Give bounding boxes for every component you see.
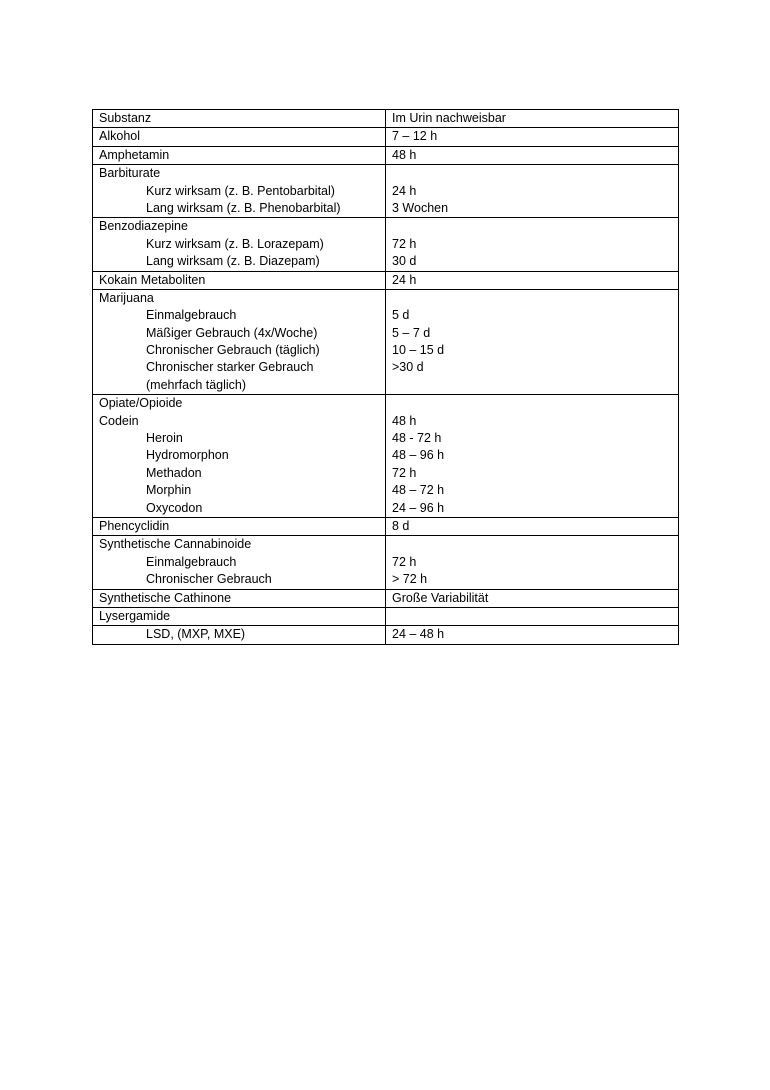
detection-value: 48 – 72 h xyxy=(392,483,445,498)
detection-value: 24 – 96 h xyxy=(392,500,445,515)
detection-cell xyxy=(386,626,679,644)
detection-cell xyxy=(386,289,679,394)
table-row xyxy=(93,395,679,518)
substance-label: Hydromorphon xyxy=(146,448,229,463)
detection-cell xyxy=(386,146,679,164)
substance-label: Oxycodon xyxy=(146,500,203,515)
detection-cell xyxy=(386,271,679,289)
substance-label: Opiate/Opioide xyxy=(99,396,183,411)
detection-value: 10 – 15 d xyxy=(392,343,445,358)
detection-value: 7 – 12 h xyxy=(392,129,438,144)
detection-cell xyxy=(386,607,679,625)
substance-label: Chronischer starker Gebrauch xyxy=(146,360,314,375)
substance-label: LSD, (MXP, MXE) xyxy=(146,627,246,642)
substance-label: Marijuana xyxy=(99,290,154,305)
detection-value: Große Variabilität xyxy=(392,590,489,605)
substance-cell xyxy=(93,165,386,218)
detection-value: 48 – 96 h xyxy=(392,448,445,463)
substance-label: Alkohol xyxy=(99,129,140,144)
substance-label: Chronischer Gebrauch (täglich) xyxy=(146,343,320,358)
table-row xyxy=(93,289,679,394)
detection-value: 48 h xyxy=(392,413,417,428)
substance-cell xyxy=(93,517,386,535)
substance-label: Morphin xyxy=(146,483,192,498)
detection-value xyxy=(392,536,678,553)
detection-value: 5 d xyxy=(392,308,410,323)
header-detection xyxy=(386,110,679,128)
detection-value: 8 d xyxy=(392,518,410,533)
substance-label: (mehrfach täglich) xyxy=(146,377,247,392)
substance-label: Lang wirksam (z. B. Diazepam) xyxy=(146,254,320,269)
substance-label: Einmalgebrauch xyxy=(146,554,237,569)
table-row xyxy=(93,165,679,218)
substance-label: Barbiturate xyxy=(99,166,161,181)
detection-value: 48 - 72 h xyxy=(392,431,442,446)
detection-cell xyxy=(386,589,679,607)
table-row xyxy=(93,146,679,164)
detection-value xyxy=(392,377,678,394)
detection-value xyxy=(392,165,678,182)
substance-cell xyxy=(93,626,386,644)
substance-label: Lang wirksam (z. B. Phenobarbital) xyxy=(146,200,341,215)
substance-label: Chronischer Gebrauch xyxy=(146,572,272,587)
detection-value: 48 h xyxy=(392,147,417,162)
substance-label: Codein xyxy=(99,413,139,428)
substance-label: Mäßiger Gebrauch (4x/Woche) xyxy=(146,325,318,340)
detection-value: 72 h xyxy=(392,236,417,251)
table-header-row xyxy=(93,110,679,128)
detection-value: 24 – 48 h xyxy=(392,627,445,642)
substance-cell xyxy=(93,536,386,589)
detection-value: 24 h xyxy=(392,183,417,198)
header-substance xyxy=(93,110,386,128)
detection-cell xyxy=(386,128,679,146)
header-detection-label: Im Urin nachweisbar xyxy=(392,111,506,125)
detection-cell xyxy=(386,165,679,218)
table-row xyxy=(93,607,679,625)
substance-label: Synthetische Cannabinoide xyxy=(99,537,252,552)
table-row xyxy=(93,128,679,146)
table-row xyxy=(93,271,679,289)
substance-label: Synthetische Cathinone xyxy=(99,590,232,605)
detection-value: 24 h xyxy=(392,272,417,287)
detection-value: >30 d xyxy=(392,360,424,375)
detection-value: 72 h xyxy=(392,554,417,569)
substance-cell xyxy=(93,128,386,146)
substance-label: Einmalgebrauch xyxy=(146,308,237,323)
table-row xyxy=(93,517,679,535)
detection-value xyxy=(392,395,678,412)
substance-cell xyxy=(93,146,386,164)
detection-value: 30 d xyxy=(392,254,417,269)
table-row xyxy=(93,626,679,644)
substance-label: Heroin xyxy=(146,431,183,446)
substance-label: Kokain Metaboliten xyxy=(99,272,206,287)
substance-cell xyxy=(93,589,386,607)
substance-label: Benzodiazepine xyxy=(99,219,188,234)
detection-value xyxy=(392,218,678,235)
substance-cell xyxy=(93,395,386,518)
substance-label: Kurz wirksam (z. B. Lorazepam) xyxy=(146,236,324,251)
header-substance-label: Substanz xyxy=(99,111,152,125)
detection-value: > 72 h xyxy=(392,572,428,587)
detection-cell xyxy=(386,395,679,518)
substance-cell xyxy=(93,271,386,289)
substance-cell xyxy=(93,218,386,271)
detection-value xyxy=(392,608,678,625)
detection-value: 3 Wochen xyxy=(392,200,449,215)
substance-label: Amphetamin xyxy=(99,147,170,162)
detection-value xyxy=(392,290,678,307)
table-row xyxy=(93,218,679,271)
substance-label: Methadon xyxy=(146,465,202,480)
detection-time-table xyxy=(92,109,679,645)
substance-cell xyxy=(93,289,386,394)
substance-label: Phencyclidin xyxy=(99,518,170,533)
substance-label: Lysergamide xyxy=(99,608,171,623)
detection-cell xyxy=(386,517,679,535)
substance-cell xyxy=(93,607,386,625)
table-row xyxy=(93,536,679,589)
detection-value: 5 – 7 d xyxy=(392,325,431,340)
detection-cell xyxy=(386,218,679,271)
substance-label: Kurz wirksam (z. B. Pentobarbital) xyxy=(146,183,335,198)
table-body xyxy=(93,110,679,645)
detection-value: 72 h xyxy=(392,465,417,480)
detection-cell xyxy=(386,536,679,589)
table-row xyxy=(93,589,679,607)
